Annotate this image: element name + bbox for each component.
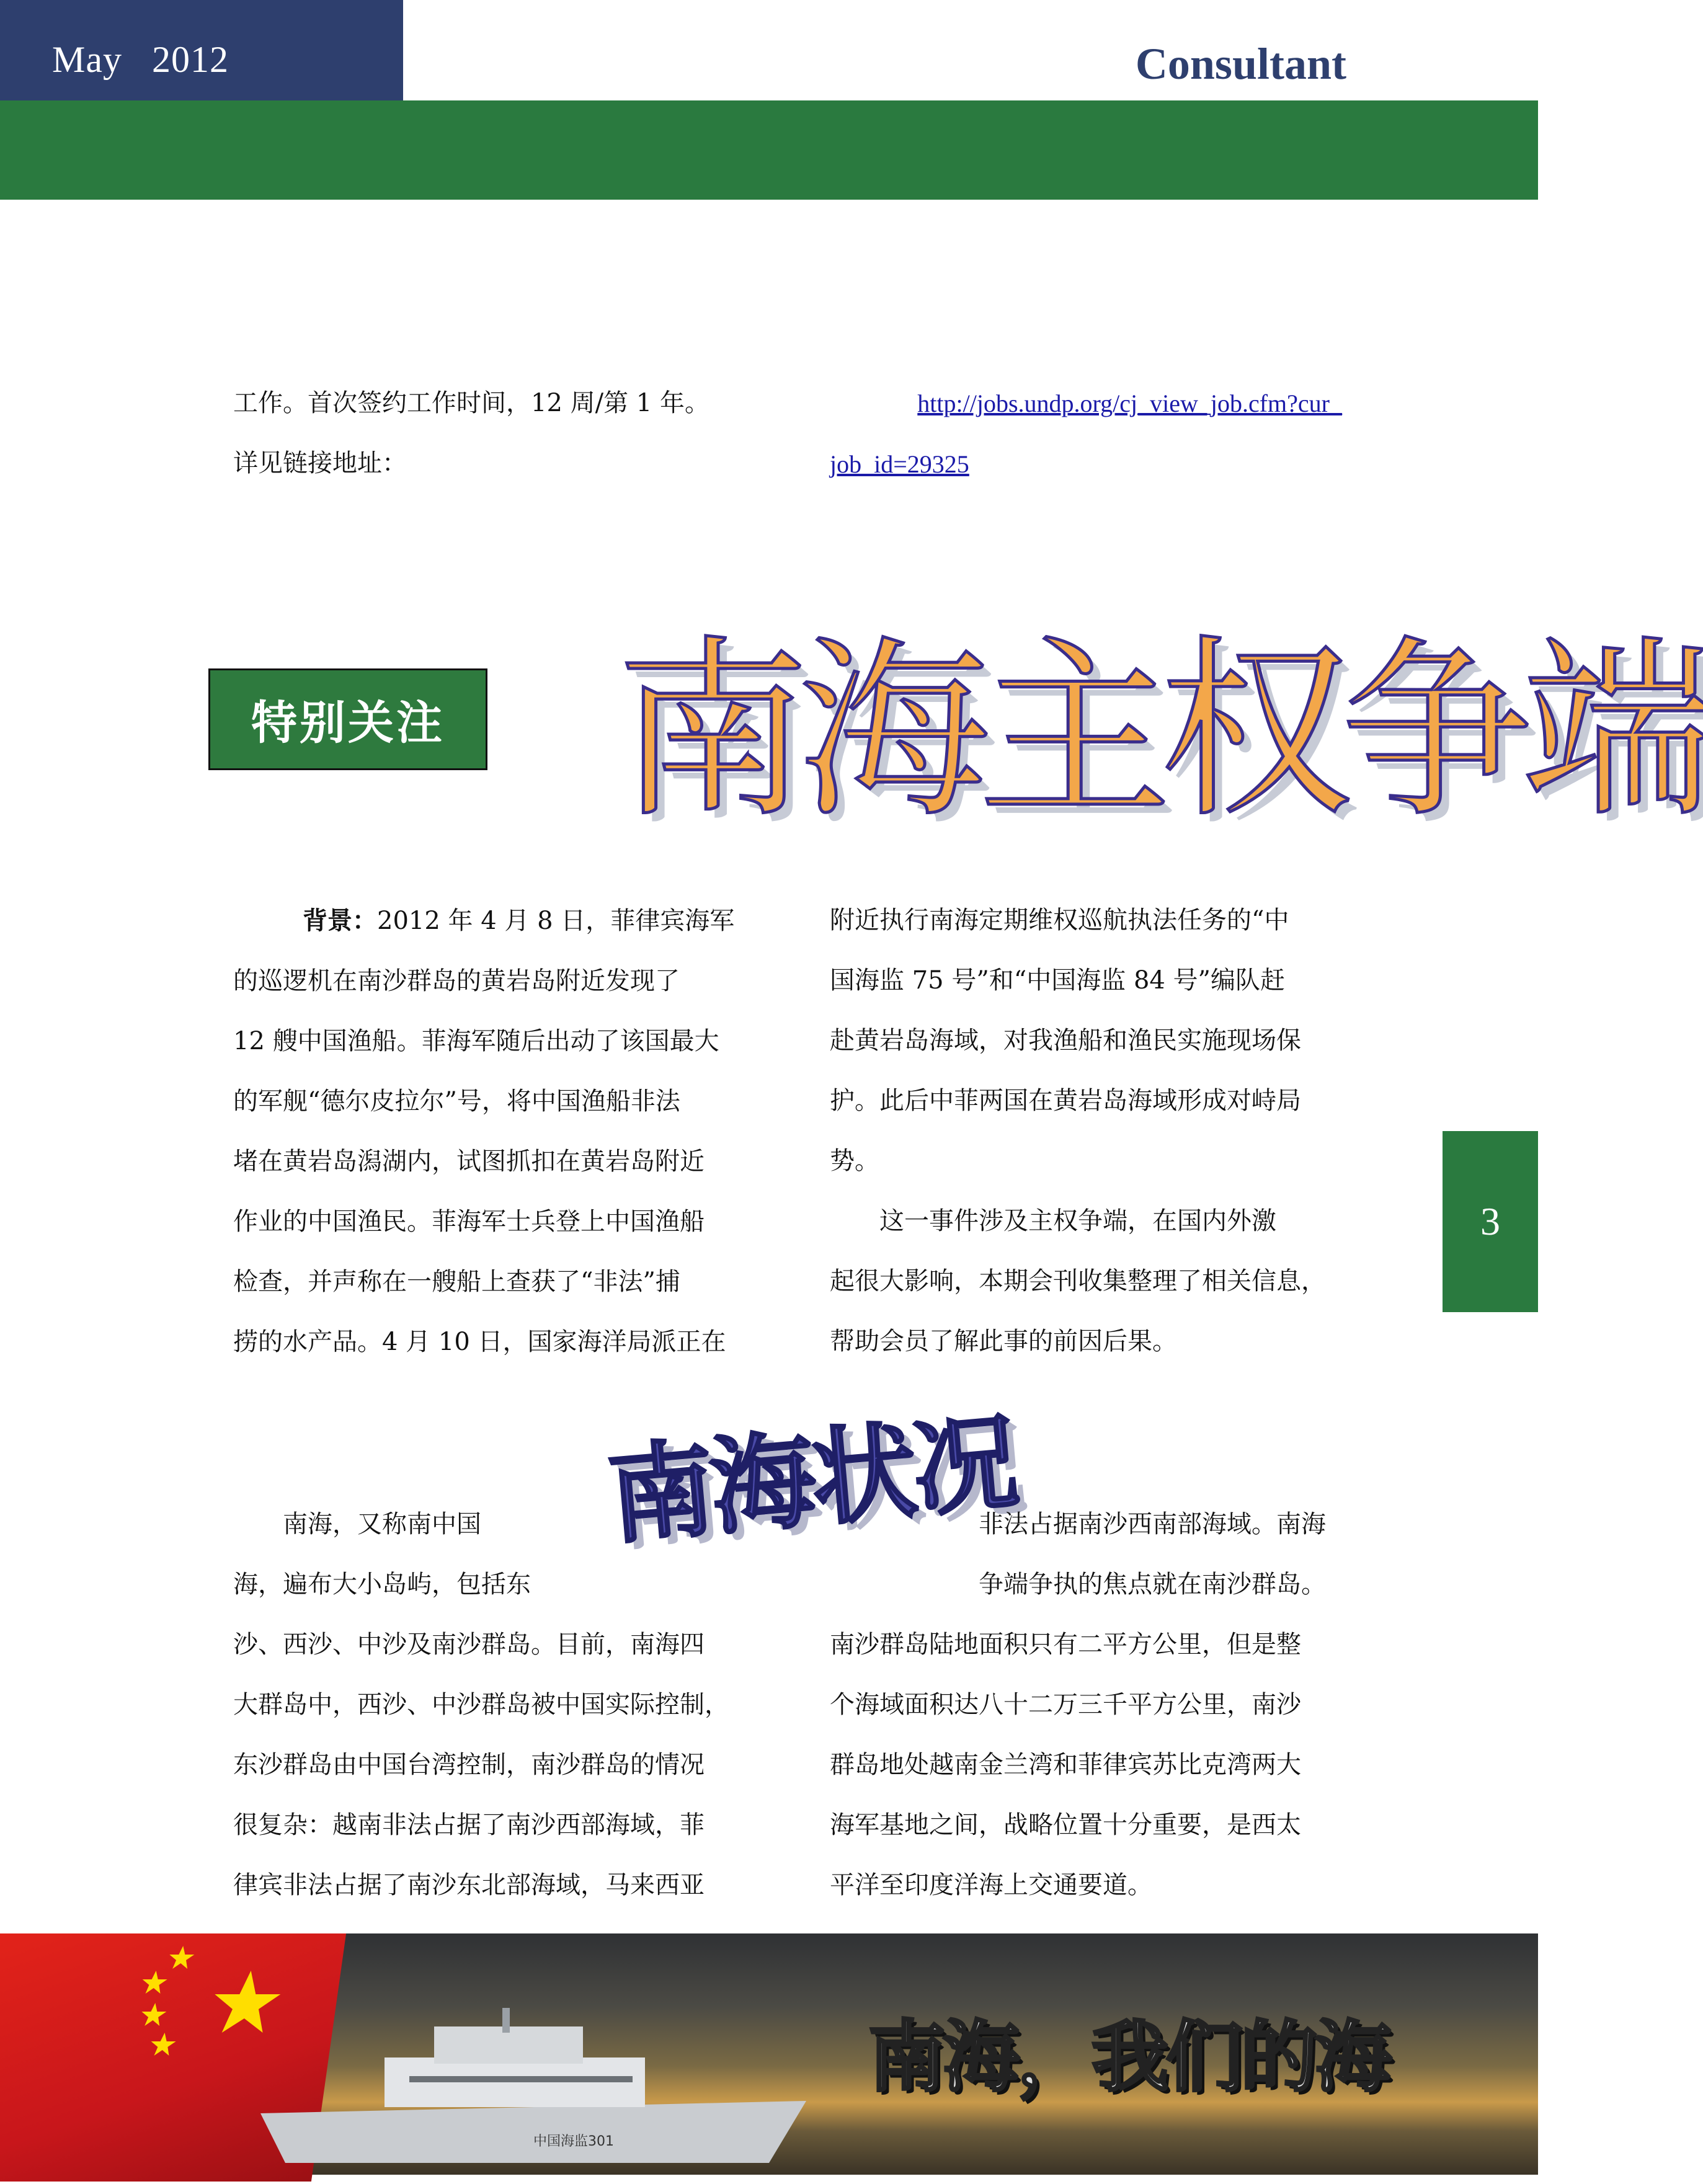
article2-line: 南沙群岛陆地面积只有二平方公里，但是整: [830, 1630, 1301, 1659]
bottom-banner-image: [0, 1933, 1538, 2175]
carryover-line: 详见链接地址：: [233, 449, 407, 477]
carryover-text: [233, 373, 709, 494]
article1-line: 作业的中国渔民。菲海军士兵登上中国渔船: [233, 1207, 705, 1236]
special-focus-tag: 特别关注: [208, 668, 487, 770]
article1-line: 国海监 75 号”和“中国海监 84 号”编队赶: [830, 966, 1286, 995]
article2-left-column: [233, 1615, 729, 1915]
page-number-tab: 3: [1443, 1131, 1538, 1312]
article2-line: 律宾非法占据了南沙东北部海域，马来西亚: [233, 1871, 705, 1899]
article2-right-intro: [979, 1494, 1326, 1615]
article2-line: 海军基地之间，战略位置十分重要，是西太: [830, 1811, 1301, 1839]
article1-line: 起很大影响，本期会刊收集整理了相关信息，: [830, 1267, 1326, 1295]
ship-hull-label: 中国海监301: [533, 2134, 614, 2149]
article1-line: 的军舰“德尔皮拉尔”号，将中国渔船非法: [233, 1087, 680, 1116]
sub-heading: 南海状况: [603, 1401, 1020, 1560]
article1-line: 附近执行南海定期维权巡航执法任务的“中: [830, 906, 1289, 934]
article2-right-column: [830, 1615, 1301, 1915]
article2-line: 争端争执的焦点就在南沙群岛。: [979, 1570, 1326, 1599]
article2-line: 个海域面积达八十二万三千平方公里，南沙: [830, 1690, 1301, 1719]
article2-line: 沙、西沙、中沙及南沙群岛。目前，南海四: [233, 1630, 705, 1659]
header-green-band: [0, 100, 1538, 200]
article2-line: 东沙群岛由中国台湾控制，南沙群岛的情况: [233, 1751, 705, 1779]
article1-line: 势。: [830, 1147, 879, 1175]
article1-line: 2012 年 4 月 8 日，菲律宾海军: [377, 907, 735, 935]
job-link-line[interactable]: http://jobs.undp.org/cj_view_job.cfm?cur_: [917, 389, 1342, 417]
article1-line: 护。此后中菲两国在黄岩岛海域形成对峙局: [830, 1086, 1301, 1115]
lead-label: 背景：: [303, 906, 377, 935]
article1-line: 捞的水产品。4 月 10 日，国家海洋局派正在: [233, 1328, 726, 1356]
banner-slogan: 南海，我们的海: [868, 2013, 1390, 2102]
article1-line: 帮助会员了解此事的前因后果。: [830, 1327, 1177, 1356]
article1-line: 的巡逻机在南沙群岛的黄岩岛附近发现了: [233, 967, 680, 995]
carryover-line: 工作。首次签约工作时间，12 周/第 1 年。: [233, 389, 709, 417]
job-link-line[interactable]: job_id=29325: [830, 450, 969, 478]
article2-line: 南海，又称南中国: [233, 1510, 481, 1538]
job-link-block: [830, 373, 1342, 495]
article2-line: 很复杂：越南非法占据了南沙西部海域，菲: [233, 1811, 705, 1839]
article1-line: 赴黄岩岛海域，对我渔船和渔民实施现场保: [830, 1026, 1301, 1055]
article1-line: 这一事件涉及主权争端，在国内外激: [830, 1207, 1276, 1235]
article2-line: 群岛地处越南金兰湾和菲律宾苏比克湾两大: [830, 1751, 1301, 1779]
article1-line: 12 艘中国渔船。菲海军随后出动了该国最大: [233, 1027, 719, 1055]
article1-left-column: [233, 890, 734, 1372]
article1-right-column: [830, 890, 1326, 1372]
article2-line: 海，遍布大小岛屿，包括东: [233, 1570, 531, 1599]
article2-line: 平洋至印度洋海上交通要道。: [830, 1871, 1152, 1899]
article1-line: 堵在黄岩岛潟湖内，试图抓扣在黄岩岛附近: [233, 1147, 705, 1176]
article2-line: 大群岛中，西沙、中沙群岛被中国实际控制，: [233, 1690, 729, 1719]
main-heading: 南海主权争端: [616, 619, 1703, 843]
issue-date: May 2012: [52, 39, 229, 80]
publication-title: Consultant: [1135, 39, 1346, 89]
article1-line: 检查，并声称在一艘船上查获了“非法”捕: [233, 1267, 680, 1296]
article2-line: 非法占据南沙西南部海域。南海: [979, 1510, 1326, 1538]
article2-left-intro: [233, 1494, 531, 1615]
